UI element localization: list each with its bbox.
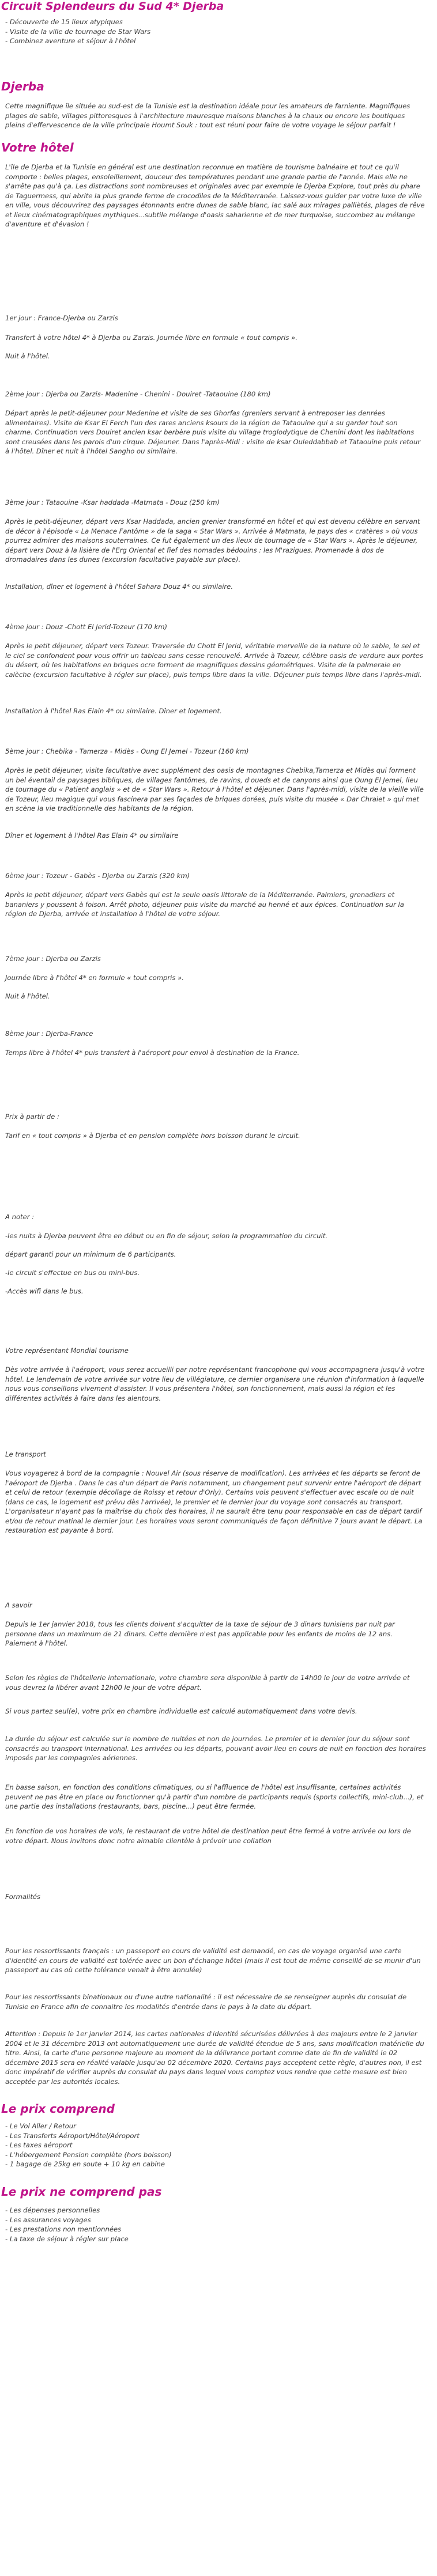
- day-paragraph: Transfert à votre hôtel 4* à Djerba ou Zarzis. Journée libre en formule « tout compris ».: [5, 334, 297, 342]
- day-paragraph: Dîner et logement à l'hôtel Ras Elain 4* ou similaire: [5, 831, 179, 839]
- intro-line: - Visite de la ville de tournage de Star Wars: [5, 27, 151, 36]
- day-paragraph: Installation à l'hôtel Ras Elain 4* ou similaire. Dîner et logement.: [5, 707, 222, 715]
- hotel-text: L'île de Djerba et la Tunisie en général est une destination reconnue en matière de tourisme balnéaire et tout ce qu'il comporte : belles plages, ensoleillement, douceur des températures pendant une grande partie de l'année. Mais elle ne s'arrête pas qu'à ça. Les distractions sont nombreuses et originales avec par exemple le Djerba Explore, tout près du phare de Taguermess, qui abrite la plus grande ferme de crocodiles de la Méditerranée. Laissez-vous guider par votre luxe de ville en ville, vous découvrirez des paysages étonnants entre dunes de sable blanc, lac salé aux mirages palliètés, plages de rêve et lieux cinématographiques mythiques...subtile mélange d'oasis saharienne et de mer turquoise, succombez au mélange d'aventure et d'évasion !: [5, 163, 425, 228]
- day-title: 3ème jour : Tataouine -Ksar haddada -Matmata - Douz (250 km): [5, 498, 220, 506]
- included-item: - 1 bagage de 25kg en soute + 10 kg en cabine: [5, 2160, 165, 2168]
- savoir-paragraph: Selon les règles de l'hôtellerie internationale, votre chambre sera disponible à partir de 14h00 le jour de votre arrivée et vous devrez la libérer avant 12h00 le jour de votre départ.: [5, 1674, 410, 1692]
- excluded-heading: Le prix ne comprend pas: [1, 2185, 162, 2199]
- formalites-paragraph: Attention : Depuis le 1er janvier 2014, les cartes nationales d'identité sécurisées délivrées à des majeurs entre le 2 janvier 2004 et le 31 décembre 2013 ont automatiquement une durée de validité étendue de 5 ans, sans modification matérielle du titre. Ainsi, la carte d'une personne majeure au moment de la délivrance portant comme date de fin de validité le 02 décembre 2015 sera en réalité valable jusqu'au 02 décembre 2020. Certains pays acceptent cette règle, d'autres non, il est donc impératif de vérifier auprès du consulat du pays dans lequel vous comptez vous rendre que cette mesure est bien acceptée par les autorités locales.: [5, 2030, 424, 2086]
- day-paragraph: Installation, dîner et logement à l'hôtel Sahara Douz 4* ou similaire.: [5, 582, 233, 591]
- intro-list: [5, 17, 426, 46]
- day-title: 8ème jour : Djerba-France: [5, 1030, 93, 1038]
- note-item: -le circuit s'effectue en bus ou mini-bus.: [5, 1269, 140, 1277]
- day-title: 4ème jour : Douz -Chott El Jerid-Tozeur (170 km): [5, 623, 168, 631]
- rep-title: Votre représentant Mondial tourisme: [5, 1346, 129, 1355]
- day-title: 7ème jour : Djerba ou Zarzis: [5, 955, 101, 963]
- page-title: Circuit Splendeurs du Sud 4* Djerba: [1, 0, 224, 13]
- day-paragraph: Nuit à l'hôtel.: [5, 992, 50, 1000]
- transport-title: Le transport: [5, 1450, 46, 1458]
- notes-title: A noter :: [5, 1213, 35, 1221]
- included-item: - Le Vol Aller / Retour: [5, 2122, 76, 2130]
- included-list: [5, 2121, 426, 2169]
- day-paragraph: Temps libre à l'hôtel 4* puis transfert à l'aéroport pour envol à destination de la France.: [5, 1049, 300, 1057]
- excluded-item: - Les prestations non mentionnées: [5, 2225, 122, 2233]
- included-item: - Les taxes aéroport: [5, 2141, 73, 2149]
- day-title: 1er jour : France-Djerba ou Zarzis: [5, 314, 118, 322]
- intro-line: - Découverte de 15 lieux atypiques: [5, 18, 123, 26]
- savoir-paragraph: La durée du séjour est calculée sur le nombre de nuitées et non de journées. Le premier et le dernier jour du séjour sont consacrés au transport international. Les arrivées ou les départs, pouvant avoir lieu en cours de nuit en fonction des horaires imposés par les compagnies aériennes.: [5, 1735, 426, 1762]
- excluded-item: - Les assurances voyages: [5, 2215, 91, 2224]
- note-item: -les nuits à Djerba peuvent être en début ou en fin de séjour, selon la programmation du circuit.: [5, 1232, 328, 1240]
- djerba-heading: Djerba: [1, 80, 44, 93]
- excluded-item: - Les dépenses personnelles: [5, 2206, 100, 2214]
- savoir-title: A savoir: [5, 1601, 32, 1609]
- day-title: 2ème jour : Djerba ou Zarzis- Madenine - Chenini - Douiret -Tataouine (180 km): [5, 390, 271, 398]
- hotel-heading: Votre hôtel: [1, 141, 74, 154]
- included-item: - L'hébergement Pension complète (hors boisson): [5, 2150, 172, 2159]
- savoir-paragraph: Depuis le 1er janvier 2018, tous les clients doivent s'acquitter de la taxe de séjour de 3 dinars tunisiens par nuit par personne dans un maximum de 21 dinars. Cette dernière n'est pas applicable pour les enfants de moins de 12 ans. Paiement à l'hôtel.: [5, 1620, 395, 1647]
- savoir-paragraph: Si vous partez seul(e), votre prix en chambre individuelle est calculé automatiquement dans votre devis.: [5, 1707, 357, 1715]
- formalites-paragraph: Pour les ressortissants binationaux ou d'une autre nationalité : il est nécessaire de se renseigner auprès du consulat de Tunisie en France afin de connaitre les modalités d'entrée dans le pays à la date du départ.: [5, 1993, 407, 2011]
- day-paragraph: Départ après le petit-déjeuner pour Medenine et visite de ses Ghorfas (greniers servant à entreposer les denrées alimentaires). Visite de Ksar El Ferch l'un des rares anciens ksours de la région de Tataouine qui a su garder tout son charme. Continuation vers Douiret ancien ksar berbère puis visite du village troglodytique de Chenini dont les habitations sont creusées dans les parois d'un cirque. Déjeuner. Dans l'après-Midi : visite de ksar Ouleddabbab et Tataouine puis retour à l'hôtel. Dîner et nuit à l'hôtel Sangho ou similaire.: [5, 409, 421, 455]
- formalites-paragraph: Pour les ressortissants français : un passeport en cours de validité est demandé, en cas de voyage organisé une carte d'identité en cours de validité est tolérée avec un bon d'échange hôtel (mais il est tout de même conseillé de se munir d'un passeport au cas où cette tolérance venait à être annulée): [5, 1947, 421, 1974]
- day-paragraph: Après le petit-déjeuner, départ vers Ksar Haddada, ancien grenier transformé en hôtel et qui est devenu célèbre en servant de décor à l'épisode « La Menace Fantôme » de la saga « Star Wars ». Arrivée à Matmata, le pays des « cratères » où vous pourrez admirer des maisons souterraines. Ce fut également un des lieux de tournage de « Star Wars ». Après le déjeuner, départ vers Douz à la lisière de l'Erg Oriental et fief des nomades bédouins : les M'razigues. Promenade à dos de dromadaires dans les dunes (excursion facultative payable sur place).: [5, 517, 420, 563]
- day-paragraph: Journée libre à l'hôtel 4* en formule « tout compris ».: [5, 974, 184, 982]
- excluded-list: [5, 2206, 426, 2244]
- savoir-paragraph: En basse saison, en fonction des conditions climatiques, ou si l'affluence de l'hôtel est insuffisante, certaines activités peuvent ne pas être en place ou fonctionner qu'à partir d'un nombre de participants requis (sports collectifs, mini-club...), et une partie des installations (restaurants, bars, piscine...) peut être fermée.: [5, 1783, 424, 1810]
- day-paragraph: Nuit à l'hôtel.: [5, 352, 50, 360]
- day-paragraph: Après le petit déjeuner, visite facultative avec supplément des oasis de montagnes Chebika,Tamerza et Midès qui forment un bel éventail de paysages bibliques, de villages fantômes, de ravins, d'oueds et de canyons ainsi que Oung El Jemel, lieu de tournage du « Patient anglais » et de « Star Wars ». Retour à l'hôtel et déjeuner. Dans l'après-midi, visite de la vieille ville de Tozeur, lieu magique qui vous fascinera par ses façades de briques dorées, puis visite du musée « Dar Chraiet » qui met en scène la vie traditionnelle des habitants de la région.: [5, 766, 424, 812]
- note-item: départ garanti pour un minimum de 6 participants.: [5, 1250, 176, 1258]
- savoir-paragraph: En fonction de vos horaires de vols, le restaurant de votre hôtel de destination peut être fermé à votre arrivée ou lors de votre départ. Nous invitons donc notre aimable clientèle à prévoir une collation: [5, 1827, 411, 1845]
- transport-text: Vous voyagerez à bord de la compagnie : Nouvel Air (sous réserve de modification). Les arrivées et les départs se feront de l'aéroport de Djerba . Dans le cas d'un départ de Paris notamment, un changement peut survenir entre l'aéroport de départ et celui de retour (exemple décollage de Roissy et retour d'Orly). Certains vols peuvent s'effectuer avec escale ou de nuit (dans ce cas, le logement est prévu dès l'arrivée), le premier et le dernier jour du voyage sont consacrés au transport. L'organisateur n'ayant pas la maîtrise du choix des horaires, il ne saurait être tenu pour responsable en cas de départ tardif et/ou de retour matinal le dernier jour. Les horaires vous seront communiqués de façon définitive 7 jours avant le départ. La restauration est payante à bord.: [5, 1469, 423, 1534]
- included-heading: Le prix comprend: [1, 2102, 115, 2116]
- intro-line: - Combinez aventure et séjour à l'hôtel: [5, 37, 136, 45]
- prices-title: Prix à partir de :: [5, 1113, 59, 1121]
- day-title: 6ème jour : Tozeur - Gabès - Djerba ou Zarzis (320 km): [5, 872, 190, 880]
- note-item: -Accès wifi dans le bus.: [5, 1287, 84, 1295]
- rep-text: Dès votre arrivée à l'aéroport, vous serez accueilli par notre représentant francophone qui vous accompagnera jusqu'à votre hôtel. Le lendemain de votre arrivée sur votre lieu de villégiature, ce dernier organisera une réunion d'information à laquelle nous vous conseillons vivement d'assister. Il vous présentera l'hôtel, son fonctionnement, mais aussi la région et les différentes activités à faire dans les alentours.: [5, 1365, 425, 1402]
- prices-text: Tarif en « tout compris » à Djerba et en pension complète hors boisson durant le circuit.: [5, 1132, 300, 1140]
- day-title: 5ème jour : Chebika - Tamerza - Midès - Oung El Jemel - Tozeur (160 km): [5, 747, 249, 755]
- excluded-item: - La taxe de séjour à régler sur place: [5, 2234, 129, 2243]
- djerba-text: Cette magnifique île située au sud-est de la Tunisie est la destination idéale pour les amateurs de farniente. Magnifiques plages de sable, villages pittoresques à l'architecture mauresque maisons blanches à la chaux ou encore les boutiques pleins d'effervescence de la ville principale Houmt Souk : tout est réuni pour faire de votre voyage le séjour parfait !: [5, 102, 410, 129]
- included-item: - Les Transferts Aéroport/Hôtel/Aéroport: [5, 2131, 140, 2140]
- formalites-title: Formalités: [5, 1893, 41, 1901]
- day-paragraph: Après le petit déjeuner, départ vers Tozeur. Traversée du Chott El Jerid, véritable merveille de la nature où le sable, le sel et le ciel se confondent pour vous offrir un tableau sans cesse renouvelé. Arrivée à Tozeur, célèbre oasis de verdure aux portes du désert, où les habitations en briques ocre forment de magnifiques dessins géométriques. Visite de la palmeraie en calèche (excursion facultative à régler sur place), puis temps libre dans la ville. Déjeuner puis temps libre dans l'après-midi.: [5, 642, 423, 679]
- day-paragraph: Après le petit déjeuner, départ vers Gabès qui est la seule oasis littorale de la Méditerranée. Palmiers, grenadiers et bananiers y poussent à foison. Arrêt photo, déjeuner puis visite du marché au henné et aux épices. Continuation sur la région de Djerba, arrivée et installation à l'hôtel de votre séjour.: [5, 891, 404, 918]
